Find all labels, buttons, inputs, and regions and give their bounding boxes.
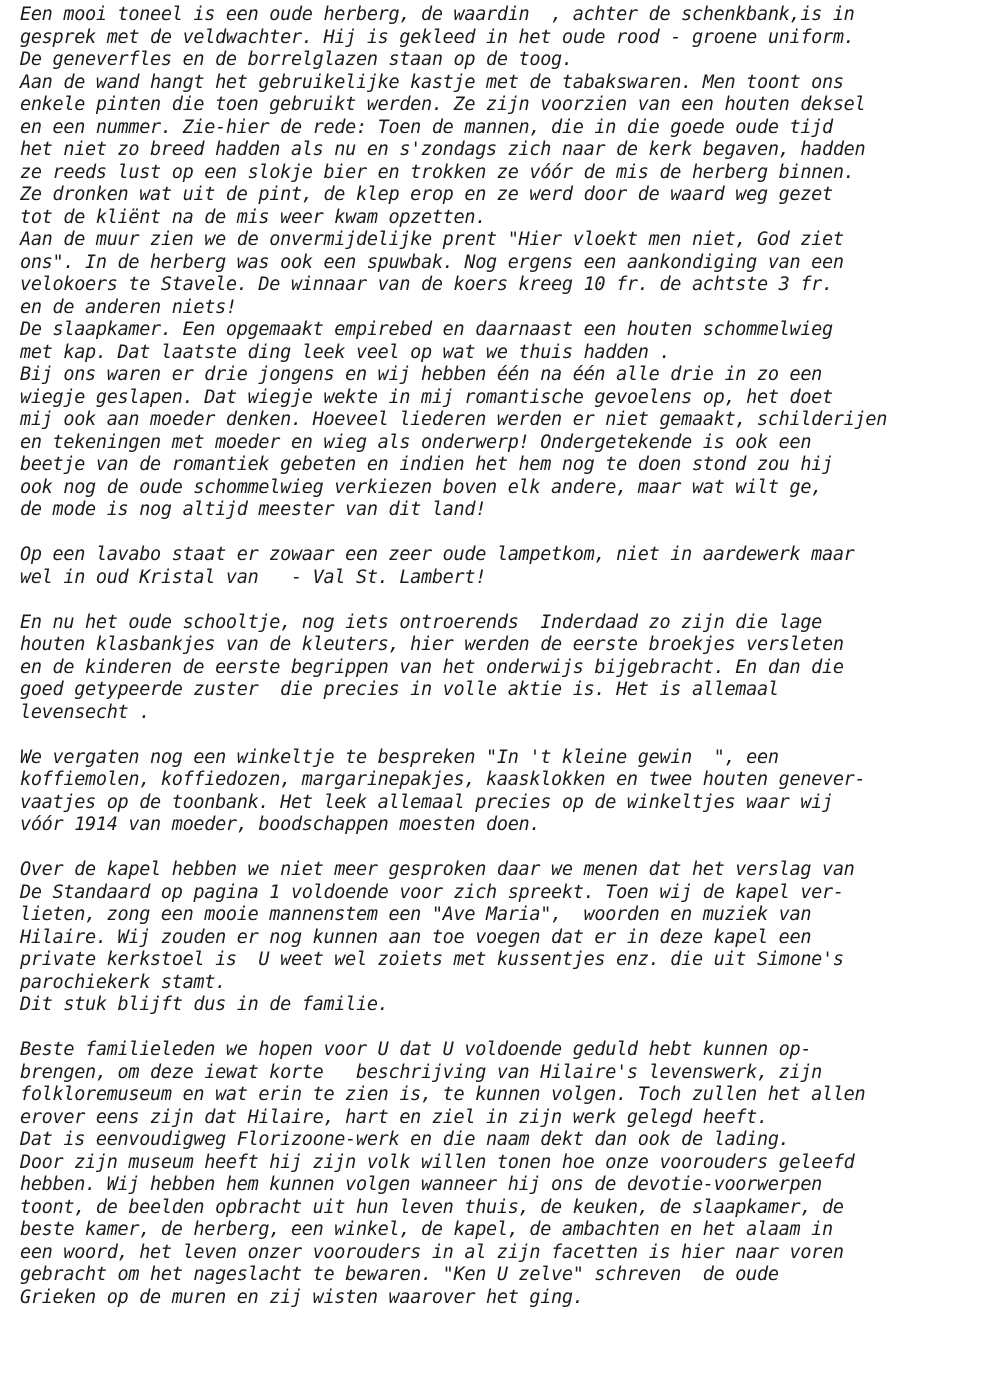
text-line: Een mooi toneel is een oude herberg, de waardin , achter de schenkbank,is in <box>20 4 855 25</box>
text-line: Beste familieleden we hopen voor U dat U voldoende geduld hebt kunnen op- <box>20 1039 812 1060</box>
paragraph-spacer <box>20 1017 972 1040</box>
text-line: goed getypeerde zuster die precies in volle aktie is. Het is allemaal <box>20 679 779 700</box>
text-line: met kap. Dat laatste ding leek veel op wat we thuis hadden . <box>20 341 671 363</box>
text-line: een woord, het leven onzer voorouders in al zijn facetten is hier naar voren <box>20 1241 844 1263</box>
text-line: beste kamer, de herberg, een winkel, de kapel, de ambachten en het alaam in <box>20 1219 833 1240</box>
paragraph-spacer <box>20 724 972 747</box>
text-line: De Standaard op pagina 1 voldoende voor zich spreekt. Toen wij de kapel ver- <box>20 881 844 903</box>
paragraph-lavabo <box>20 544 972 589</box>
text-line: folkloremuseum en wat erin te zien is, te kunnen volgen. Toch zullen het allen <box>20 1084 866 1105</box>
text-line: tot de kliënt na de mis weer kwam opzetten. <box>20 206 487 228</box>
text-line: het niet zo breed hadden als nu en s'zondags zich naar de kerk begaven, hadden <box>20 139 866 160</box>
text-line: koffiemolen, koffiedozen, margarinepakjes, kaasklokken en twee houten genever- <box>20 769 866 790</box>
text-line: beetje van de romantiek gebeten en indien het hem nog te doen stond zou hij <box>20 454 833 475</box>
text-line: parochiekerk stamt. <box>20 971 226 993</box>
text-line: Over de kapel hebben we niet meer gesproken daar we menen dat het verslag van <box>20 859 855 880</box>
text-line: Grieken op de muren en zij wisten waarover het ging. <box>20 1286 584 1308</box>
text-line: enkele pinten die toen gebruikt werden. Ze zijn voorzien van een houten deksel <box>20 94 866 115</box>
text-line: Dat is eenvoudigweg Florizoone-werk en die naam dekt dan ook de lading. <box>20 1129 790 1150</box>
text-line: en een nummer. Zie-hier de rede: Toen de mannen, die in die goede oude tijd <box>20 116 833 138</box>
text-line: De geneverfles en de borrelglazen staan op de toog. <box>20 49 573 70</box>
text-line: en de kinderen de eerste begrippen van het onderwijs bijgebracht. En dan die <box>20 656 844 678</box>
text-line: en de anderen niets! <box>20 296 237 318</box>
text-line: hebben. Wij hebben hem kunnen volgen wanneer hij ons de devotie-voorwerpen <box>20 1174 823 1195</box>
text-line: lieten, zong een mooie mannenstem een "Ave Maria", woorden en muziek van <box>20 904 812 925</box>
text-line: erover eens zijn dat Hilaire, hart en ziel in zijn werk gelegd heeft. <box>20 1106 768 1128</box>
text-line: wiegje geslapen. Dat wiegje wekte in mij romantische gevoelens op, het doet <box>20 386 833 408</box>
text-line: Bij ons waren er drie jongens en wij hebben één na één alle drie in zo een <box>20 364 823 385</box>
text-line: ook nog de oude schommelwieg verkiezen boven elk andere, maar wat wilt ge, <box>20 476 823 498</box>
paragraph-spacer <box>20 837 972 860</box>
text-line: houten klasbankjes van de kleuters, hier werden de eerste broekjes versleten <box>20 634 844 655</box>
text-line: Op een lavabo staat er zowaar een zeer oude lampetkom, niet in aardewerk maar <box>20 544 855 565</box>
paragraph-winkeltje <box>20 747 972 837</box>
text-line: Ze dronken wat uit de pint, de klep erop en ze werd door de waard weg gezet <box>20 184 833 205</box>
paragraph-kapel <box>20 859 972 1017</box>
text-line: gebracht om het nageslacht te bewaren. "Ken U zelve" schreven de oude <box>20 1264 779 1285</box>
text-line: En nu het oude schooltje, nog iets ontroerends Inderdaad zo zijn die lage <box>20 611 823 633</box>
text-line: De slaapkamer. Een opgemaakt empirebed en daarnaast een houten schommelwieg <box>20 319 833 340</box>
paragraph-slot <box>20 1039 972 1309</box>
text-line: private kerkstoel is U weet wel zoiets met kussentjes enz. die uit Simone's <box>20 949 844 970</box>
text-line: vaatjes op de toonbank. Het leek allemaal precies op de winkeltjes waar wij <box>20 791 833 813</box>
paragraph-spacer <box>20 589 972 612</box>
text-line: toont, de beelden opbracht uit hun leven thuis, de keuken, de slaapkamer, de <box>20 1196 844 1218</box>
text-line: velokoers te Stavele. De winnaar van de koers kreeg 10 fr. de achtste 3 fr. <box>20 274 833 295</box>
text-line: de mode is nog altijd meester van dit land! <box>20 499 487 520</box>
text-line: We vergaten nog een winkeltje te bespreken "In 't kleine gewin ", een <box>20 746 779 768</box>
text-line: levensecht . <box>20 701 151 723</box>
text-line: Dit stuk blijft dus in de familie. <box>20 994 389 1015</box>
text-line: ze reeds lust op een slokje bier en trokken ze vóór de mis de herberg binnen. <box>20 161 855 183</box>
text-line: Door zijn museum heeft hij zijn volk willen tonen hoe onze voorouders geleefd <box>20 1151 855 1173</box>
text-line: wel in oud Kristal van - Val St. Lambert! <box>20 566 487 588</box>
text-line: brengen, om deze iewat korte beschrijving van Hilaire's levenswerk, zijn <box>20 1061 823 1083</box>
paragraph-schooltje <box>20 612 972 725</box>
text-line: ons". In de herberg was ook een spuwbak. Nog ergens een aankondiging van een <box>20 251 844 273</box>
paragraph-herberg-slaapkamer <box>20 4 972 522</box>
text-line: vóór 1914 van moeder, boodschappen moesten doen. <box>20 814 541 835</box>
text-line: en tekeningen met moeder en wieg als onderwerp! Ondergetekende is ook een <box>20 431 812 453</box>
text-line: gesprek met de veldwachter. Hij is gekleed in het oude rood - groene uniform. <box>20 26 855 48</box>
text-line: Aan de wand hangt het gebruikelijke kastje met de tabakswaren. Men toont ons <box>20 71 844 93</box>
paragraph-spacer <box>20 522 972 545</box>
text-line: mij ook aan moeder denken. Hoeveel liederen werden er niet gemaakt, schilderijen <box>20 409 888 430</box>
text-line: Hilaire. Wij zouden er nog kunnen aan toe voegen dat er in deze kapel een <box>20 926 812 948</box>
text-line: Aan de muur zien we de onvermijdelijke prent "Hier vloekt men niet, God ziet <box>20 229 844 250</box>
